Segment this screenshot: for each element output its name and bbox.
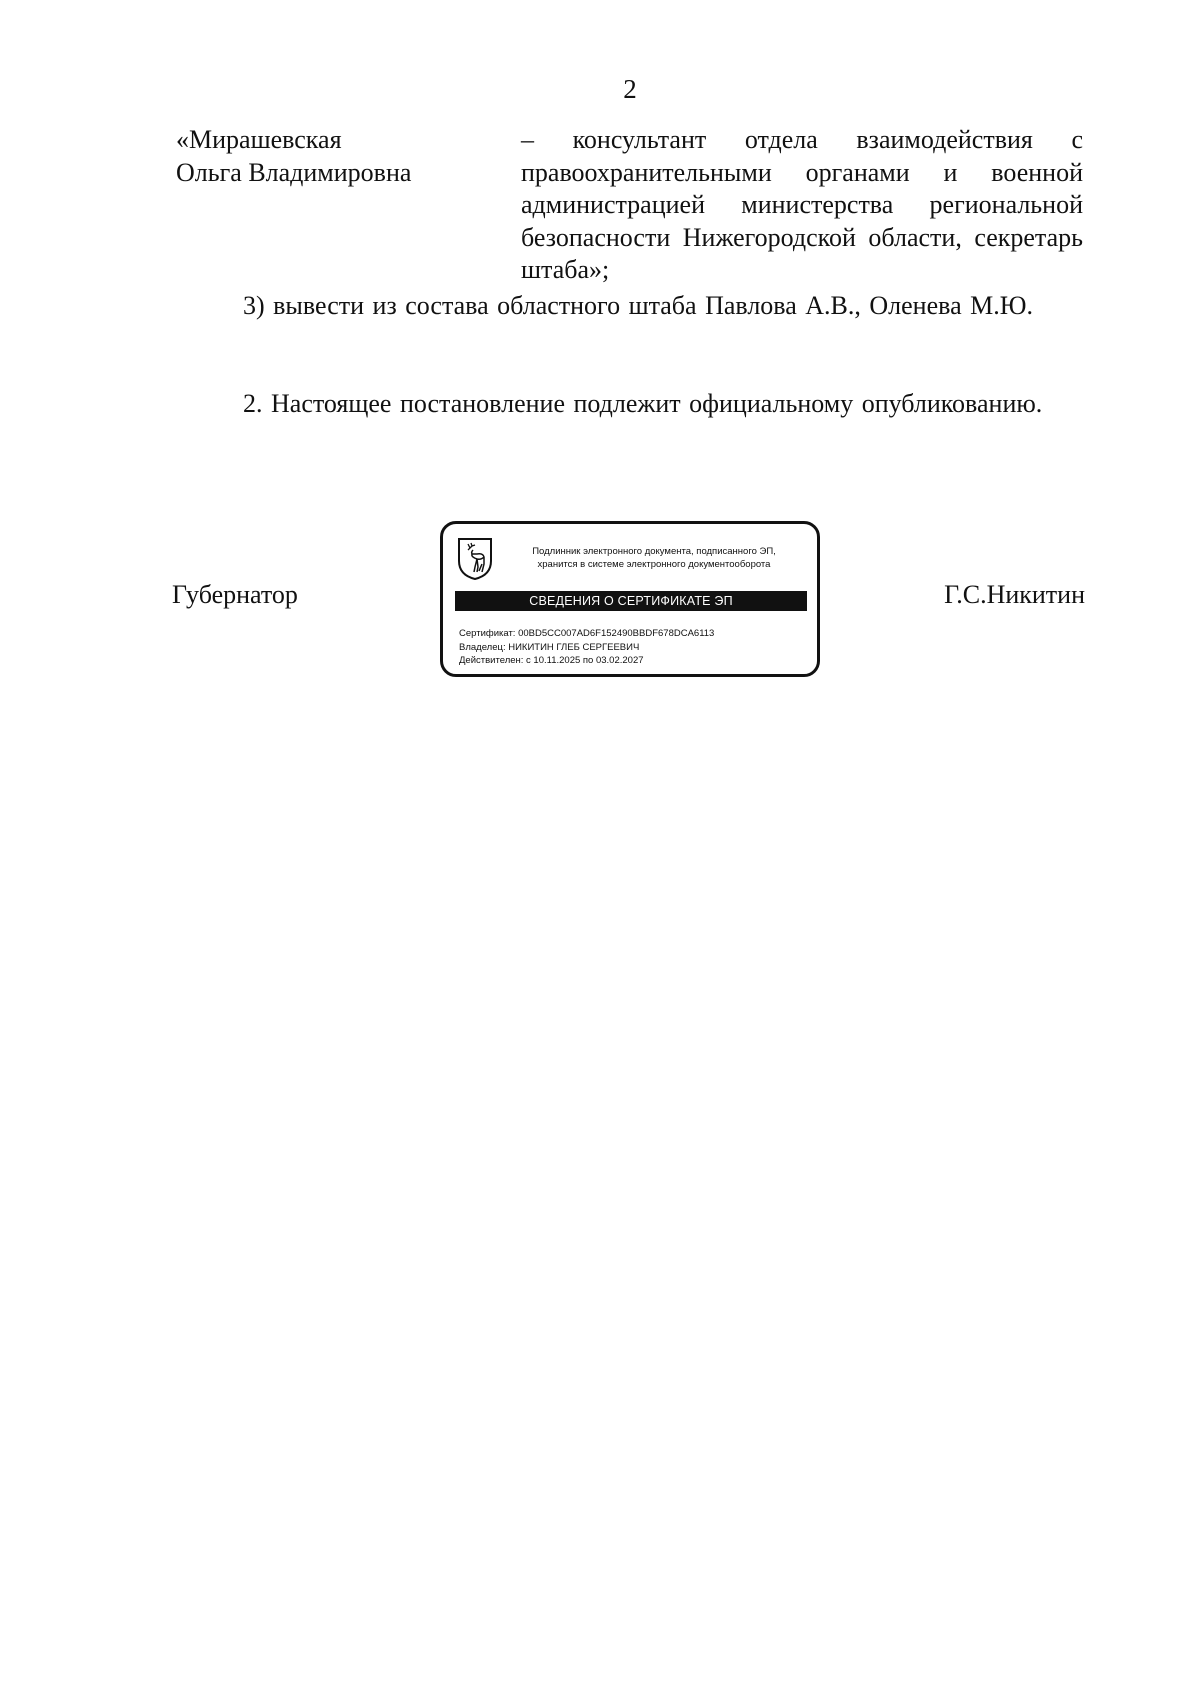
member-name: «Мирашевская Ольга Владимировна [176, 125, 412, 187]
electronic-signature-stamp [440, 521, 820, 677]
paragraph-item-2: 2. Настоящее постановление подлежит официальному опубликованию. [243, 389, 1043, 418]
paragraph-item-3: 3) вывести из состава областного штаба Павлова А.В., Оленева М.Ю. [243, 291, 1033, 320]
signer-name: Г.С.Никитин [944, 580, 1085, 609]
stamp-header: Подлинник электронного документа, подписанного ЭП, хранится в системе электронного документооборота [532, 546, 776, 570]
stamp-banner: СВЕДЕНИЯ О СЕРТИФИКАТЕ ЭП [455, 591, 807, 611]
stamp-owner: Владелец: НИКИТИН ГЛЕБ СЕРГЕЕВИЧ [459, 641, 640, 653]
signer-title: Губернатор [172, 580, 298, 609]
deer-coat-of-arms-icon [457, 537, 493, 581]
stamp-validity: Действителен: с 10.11.2025 по 03.02.2027 [459, 655, 644, 666]
stamp-details [459, 627, 809, 668]
page-number: 2 [623, 74, 637, 104]
member-role: – консультант отдела взаимодействия с правоохранительными органами и военной администрацией министерства региональной безопасности Нижегородской области, секретарь штаба»; [521, 125, 1083, 284]
stamp-certificate: Сертификат: 00BD5CC007AD6F152490BBDF678DCA6113 [459, 628, 715, 639]
